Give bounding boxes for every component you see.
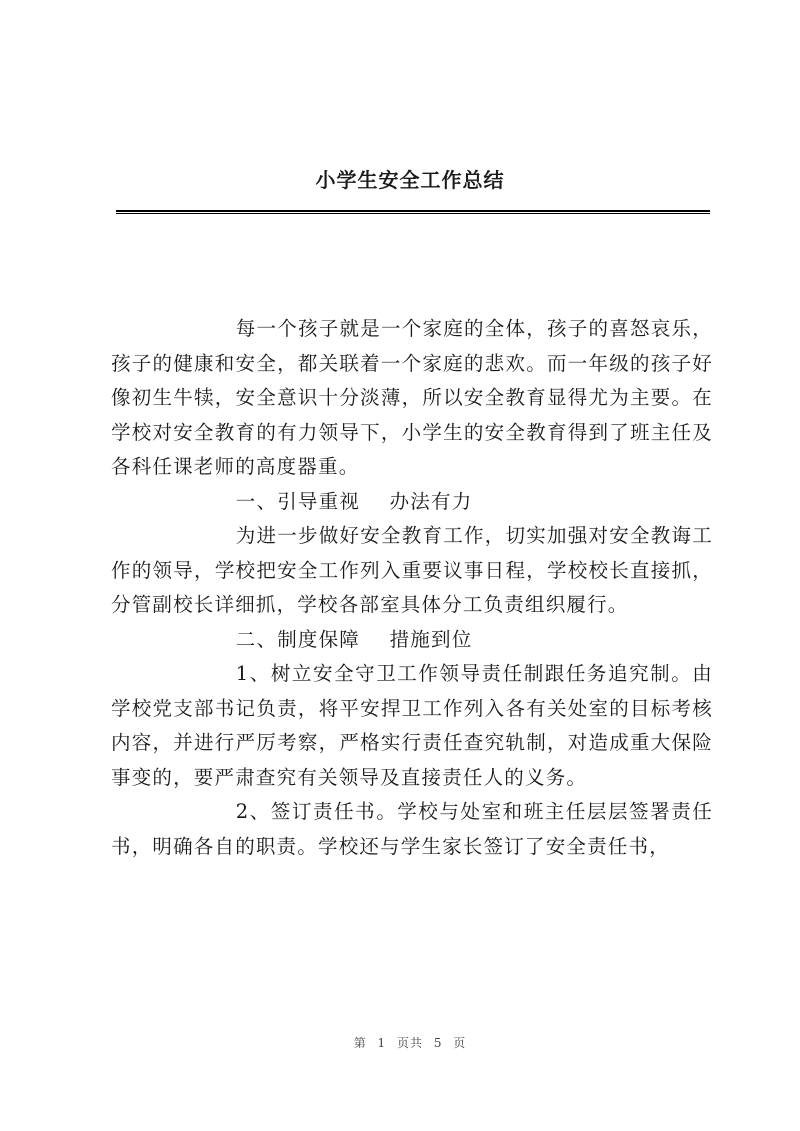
section-2-item-1-paragraph: 1、树立安全守卫工作领导责任制跟任务追究制。由学校党支部书记负责，将平安捍卫工作列入各有关处室的目标考核内容，并进行严厉考察，严格实行责任查究轨制，对造成重大保险事变的，要严肃查究有关领导及直接责任人的义务。: [111, 662, 713, 789]
section-2-item-2-paragraph: 2、签订责任书。学校与处室和班主任层层签署责任书，明确各自的职责。学校还与学生家长签订了安全责任书，: [111, 800, 713, 858]
page-footer: 第 1 页共 5 页: [353, 1036, 467, 1050]
section-1-paragraph: 为进一步做好安全教育工作，切实加强对安全教诲工作的领导，学校把安全工作列入重要议事日程，学校校长直接抓，分管副校长详细抓，学校各部室具体分工负责组织履行。: [111, 524, 713, 616]
section-heading-1: 一、引导重视 办法有力: [235, 489, 473, 513]
page-title: 小学生安全工作总结: [315, 168, 505, 192]
intro-paragraph: 每一个孩子就是一个家庭的全体，孩子的喜怒哀乐，孩子的健康和安全，都关联着一个家庭的悲欢。而一年级的孩子好像初生牛犊，安全意识十分淡薄，所以安全教育显得尤为主要。在学校对安全教育的有力领导下，小学生的安全教育得到了班主任及各科任课老师的高度器重。: [111, 317, 713, 478]
title-divider: [116, 210, 710, 214]
section-heading-2: 二、制度保障 措施到位: [235, 627, 473, 651]
document-body: [111, 312, 713, 864]
